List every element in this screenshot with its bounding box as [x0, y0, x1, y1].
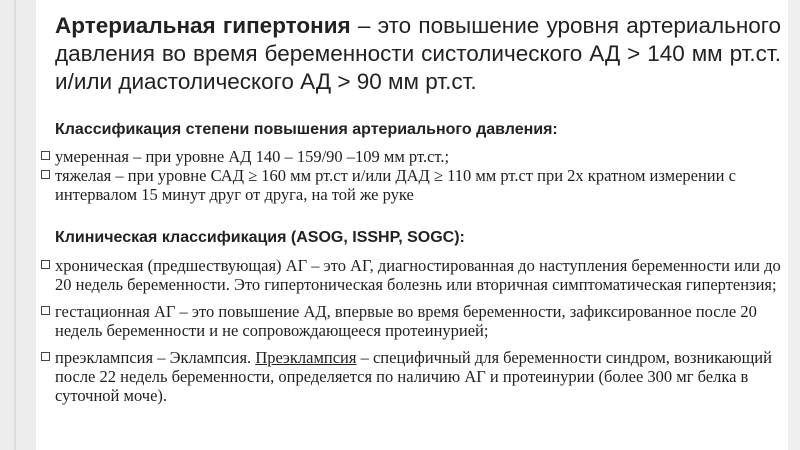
list-item: [55, 166, 785, 204]
left-frame-decoration: [0, 0, 36, 450]
checkbox-bullet-icon: [41, 260, 50, 269]
list-item: [55, 302, 785, 340]
clinical-classification-list: [55, 256, 785, 405]
list-item-text: хроническая (предшествующая) АГ – это АГ, диагностированная до наступления беременности или до 20 недель беременности. Это гипертоническая болезнь или вторичная симптоматическая гипертензия;: [55, 256, 781, 294]
clinical-classification-title: Клиническая классификация (ASOG, ISSHP, SOGC):: [55, 229, 465, 246]
severity-classification-section: [55, 120, 785, 204]
list-item: [55, 348, 785, 405]
severity-classification-title: Классификация степени повышения артериального давления:: [55, 121, 558, 138]
right-frame-decoration: [788, 0, 800, 450]
list-item-text-before: преэклампсия – Эклампсия.: [55, 348, 256, 367]
list-item-text-after: – специфичный для беременности синдром, возникающий после 22 недель беременности, определяется по наличию АГ и протеинурии (более 300 мг белка в суточной моче).: [55, 348, 772, 405]
checkbox-bullet-icon: [41, 352, 50, 361]
definition-text: – это повышение уровня артериального давления во время беременности систолического АД > 140 мм рт.ст. и/или диастолического АД > 90 мм рт.ст.: [55, 13, 782, 94]
list-item: [55, 256, 785, 294]
preeclampsia-underlined-term: Преэклампсия: [255, 348, 357, 367]
checkbox-bullet-icon: [41, 306, 50, 315]
list-item: [55, 147, 785, 166]
clinical-classification-section: [55, 228, 785, 413]
list-item-text: гестационная АГ – это повышение АД, впервые во время беременности, зафиксированное после 20 недель беременности и не сопровождающееся протеинурией;: [55, 302, 757, 340]
definition-term: Артериальная гипертония: [55, 13, 351, 38]
list-item-text: умеренная – при уровне АД 140 – 159/90 –109 мм рт.ст.;: [55, 147, 450, 166]
checkbox-bullet-icon: [41, 170, 50, 179]
severity-classification-list: [55, 147, 785, 204]
checkbox-bullet-icon: [41, 151, 50, 160]
list-item-text: тяжелая – при уровне САД ≥ 160 мм рт.ст и/или ДАД ≥ 110 мм рт.ст при 2х кратном измерении с интервалом 15 минут друг от друга, на той же руке: [55, 166, 736, 204]
definition-header: [55, 12, 781, 96]
